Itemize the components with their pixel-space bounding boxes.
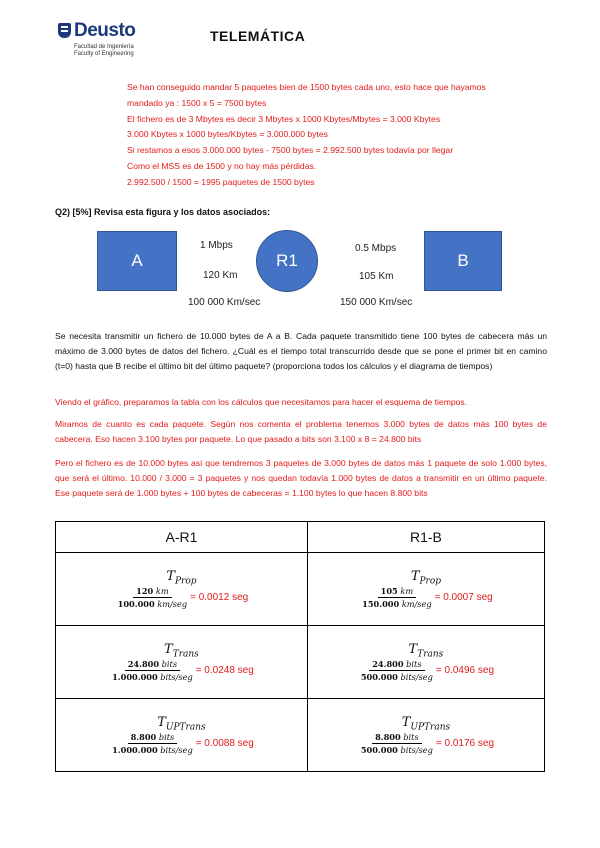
cell-r1-b-trans bbox=[307, 626, 544, 699]
time-subscript: Trans bbox=[172, 649, 199, 660]
table-header-r1-b: R1-B bbox=[307, 522, 544, 553]
link1-propagation-speed: 100 000 Km/sec bbox=[188, 297, 261, 308]
time-symbol: T bbox=[164, 641, 173, 657]
time-subscript: Trans bbox=[417, 649, 444, 660]
answer-q1-line: El fichero es de 3 Mbytes es decir 3 Mbytes x 1000 Kbytes/Mbytes = 3.000 Kbytes bbox=[127, 113, 441, 124]
link1-distance: 120 Km bbox=[203, 270, 238, 281]
cell-a-r1-uptrans bbox=[56, 699, 308, 772]
question-heading: Q2) [5%] Revisa esta figura y los datos asociados: bbox=[55, 207, 271, 217]
fraction: $\frac{\text{24.800 bits}}{\text{1.000.000 bits/seg}}$ bbox=[112, 659, 193, 683]
answer-paragraph: Miramos de cuanto es cada paquete. Según nos comenta el problema tenemos 3.000 bytes de datos más 100 bytes de cabecera. Eso hacen 3.100 bytes por paquete. Lo que pasado a bits son 3.100 x 8 = 24.800 bits bbox=[55, 419, 547, 444]
time-symbol: T bbox=[408, 641, 418, 657]
cell-r1-b-uptrans bbox=[307, 699, 544, 772]
result-value: = 0.0012 seg bbox=[190, 592, 249, 604]
answer-q1-line: Como el MSS es de 1500 y no hay más pérdidas. bbox=[127, 160, 317, 171]
logo-name: Deusto bbox=[74, 20, 136, 41]
cell-r1-b-prop bbox=[307, 553, 544, 626]
time-subscript: Prop bbox=[419, 576, 442, 587]
timing-table bbox=[55, 521, 545, 772]
link2-propagation-speed: 150 000 Km/sec bbox=[340, 297, 413, 308]
node-r1: R1 bbox=[256, 230, 318, 292]
cell-a-r1-prop bbox=[56, 553, 308, 626]
answer-paragraph: Pero el fichero es de 10.000 bytes así que tendremos 3 paquetes de 3.000 bytes de datos más 1 paquete de solo 1.000 bytes, que será el último. 10.000 / 3.000 = 3 paquetes y nos quedan todavía 1.000 bytes de datos a transmitir en un último paquete. Ese paquete será de 1.000 bytes + 100 bytes de cabeceras = 1.100 bytes lo que hacen 8.800 bits bbox=[55, 458, 547, 498]
link1-rate: 1 Mbps bbox=[200, 240, 233, 251]
page-title: TELEMÁTICA bbox=[210, 28, 306, 44]
time-symbol: T bbox=[401, 714, 411, 730]
answer-q1-line: 3.000 Kbytes x 1000 bytes/Kbytes = 3.000.000 bytes bbox=[127, 129, 328, 140]
time-symbol: T bbox=[410, 568, 420, 584]
answer-q1-line: Se han conseguido mandar 5 paquetes bien de 1500 bytes cada uno, esto hace que hayamos bbox=[127, 82, 486, 92]
link2-distance: 105 Km bbox=[359, 271, 394, 282]
node-a: A bbox=[97, 231, 177, 291]
answer-q1 bbox=[127, 80, 486, 191]
result-value: = 0.0496 seg bbox=[435, 665, 495, 677]
fraction: $\frac{\text{8.800 bits}}{\text{1.000.000 bits/seg}}$ bbox=[112, 732, 193, 756]
answer-q1-line: 2.992.500 / 1500 = 1995 paquetes de 1500 bytes bbox=[127, 176, 315, 187]
fraction: $\frac{\text{8.800 bits}}{\text{500.000 bits/seg}}$ bbox=[360, 732, 433, 756]
fraction: $\frac{120 km}{\text{100.000 km/seg}}$ bbox=[117, 586, 188, 610]
result-value: = 0.0007 seg bbox=[434, 592, 493, 604]
fraction: $\frac{\text{24.800 bits}}{\text{500.000 bits/seg}}$ bbox=[360, 659, 433, 683]
answer-q1-line: mandado ya : 1500 x 5 = 7500 bytes bbox=[127, 97, 267, 108]
question-text: Se necesita transmitir un fichero de 10.000 bytes de A a B. Cada paquete transmitido tiene 100 bytes de cabecera más un máximo de 3.000 bytes de datos del fichero. ¿Cuál es el tiempo total transcurrido desde que se pone el primer bit en camino (t=0) hasta que B recibe el último bit del último paquete? (proporciona todos los cálculos y el diagrama de tiempos) bbox=[55, 331, 547, 371]
time-subscript: Prop bbox=[175, 576, 197, 587]
table-header-a-r1: A-R1 bbox=[56, 522, 308, 553]
deusto-logo bbox=[58, 22, 158, 62]
time-symbol: T bbox=[157, 714, 166, 730]
result-value: = 0.0088 seg bbox=[195, 738, 254, 750]
logo-subtitle-1: Facultad de Ingeniería bbox=[74, 44, 134, 50]
answer-paragraph: Viendo el gráfico, preparamos la tabla con los cálculos que necesitamos para hacer el esquema de tiempos. bbox=[55, 397, 468, 407]
deusto-shield-icon bbox=[58, 23, 71, 38]
time-subscript: UPTrans bbox=[410, 722, 451, 733]
time-symbol: T bbox=[166, 568, 175, 584]
fraction: $\frac{105 km}{\text{150.000 km/seg}}$ bbox=[362, 586, 432, 610]
time-subscript: UPTrans bbox=[165, 722, 206, 733]
result-value: = 0.0248 seg bbox=[195, 665, 254, 677]
logo-subtitle-2: Faculty of Engineering bbox=[74, 51, 134, 57]
cell-a-r1-trans bbox=[56, 626, 308, 699]
link2-rate: 0.5 Mbps bbox=[355, 243, 397, 254]
result-value: = 0.0176 seg bbox=[435, 738, 495, 750]
node-b: B bbox=[424, 231, 502, 291]
answer-q1-line: Si restamos a esos 3.000.000 bytes - 7500 bytes = 2.992.500 bytes todavía por llegar bbox=[127, 145, 454, 156]
